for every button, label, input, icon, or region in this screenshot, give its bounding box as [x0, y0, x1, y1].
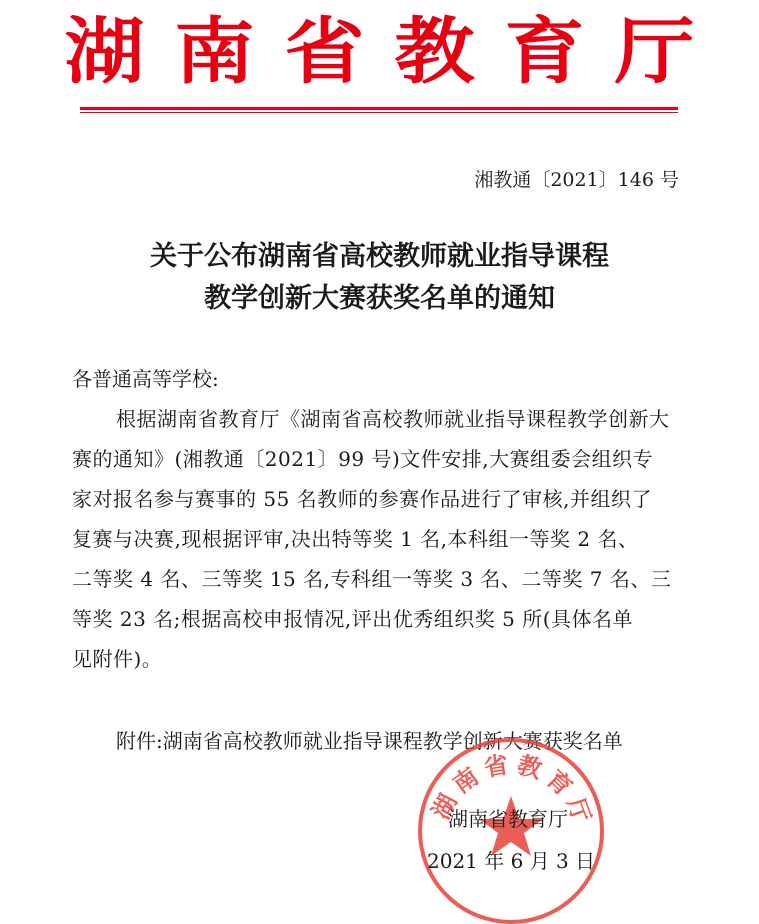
- seal-text: 湖南省教育厅: [426, 749, 598, 833]
- salutation: 各普通高等学校:: [72, 367, 219, 391]
- document-title-line-2: 教学创新大赛获奖名单的通知: [204, 283, 555, 314]
- document-title-line-1: 关于公布湖南省高校教师就业指导课程: [150, 241, 609, 272]
- body-line: 复赛与决赛,现根据评审,决出特等奖 1 名,本科组一等奖 2 名、: [72, 527, 639, 551]
- letterhead-rule-thin: [80, 112, 678, 113]
- body-line: 赛的通知》(湘教通〔2021〕99 号)文件安排,大赛组委会组织专: [72, 447, 654, 471]
- body-line: 根据湖南省教育厅《湖南省高校教师就业指导课程教学创新大: [116, 407, 670, 431]
- signature-date: 2021 年 6 月 3 日: [427, 849, 596, 873]
- letterhead-rule-thick: [80, 107, 678, 110]
- attachment-note: 附件:湖南省高校教师就业指导课程教学创新大赛获奖名单: [116, 729, 623, 753]
- body-line: 家对报名参与赛事的 55 名教师的参赛作品进行了审核,并组织了: [72, 487, 653, 511]
- document-number: 湘教通〔2021〕146 号: [474, 169, 679, 191]
- letterhead-title: 湖南省教育厅: [64, 9, 725, 94]
- signature-organization: 湖南省教育厅: [448, 807, 568, 831]
- body-line: 二等奖 4 名、三等奖 15 名,专科组一等奖 3 名、二等奖 7 名、三: [72, 567, 672, 591]
- body-line: 等奖 23 名;根据高校申报情况,评出优秀组织奖 5 所(具体名单: [72, 607, 634, 631]
- body-line: 见附件)。: [72, 647, 163, 671]
